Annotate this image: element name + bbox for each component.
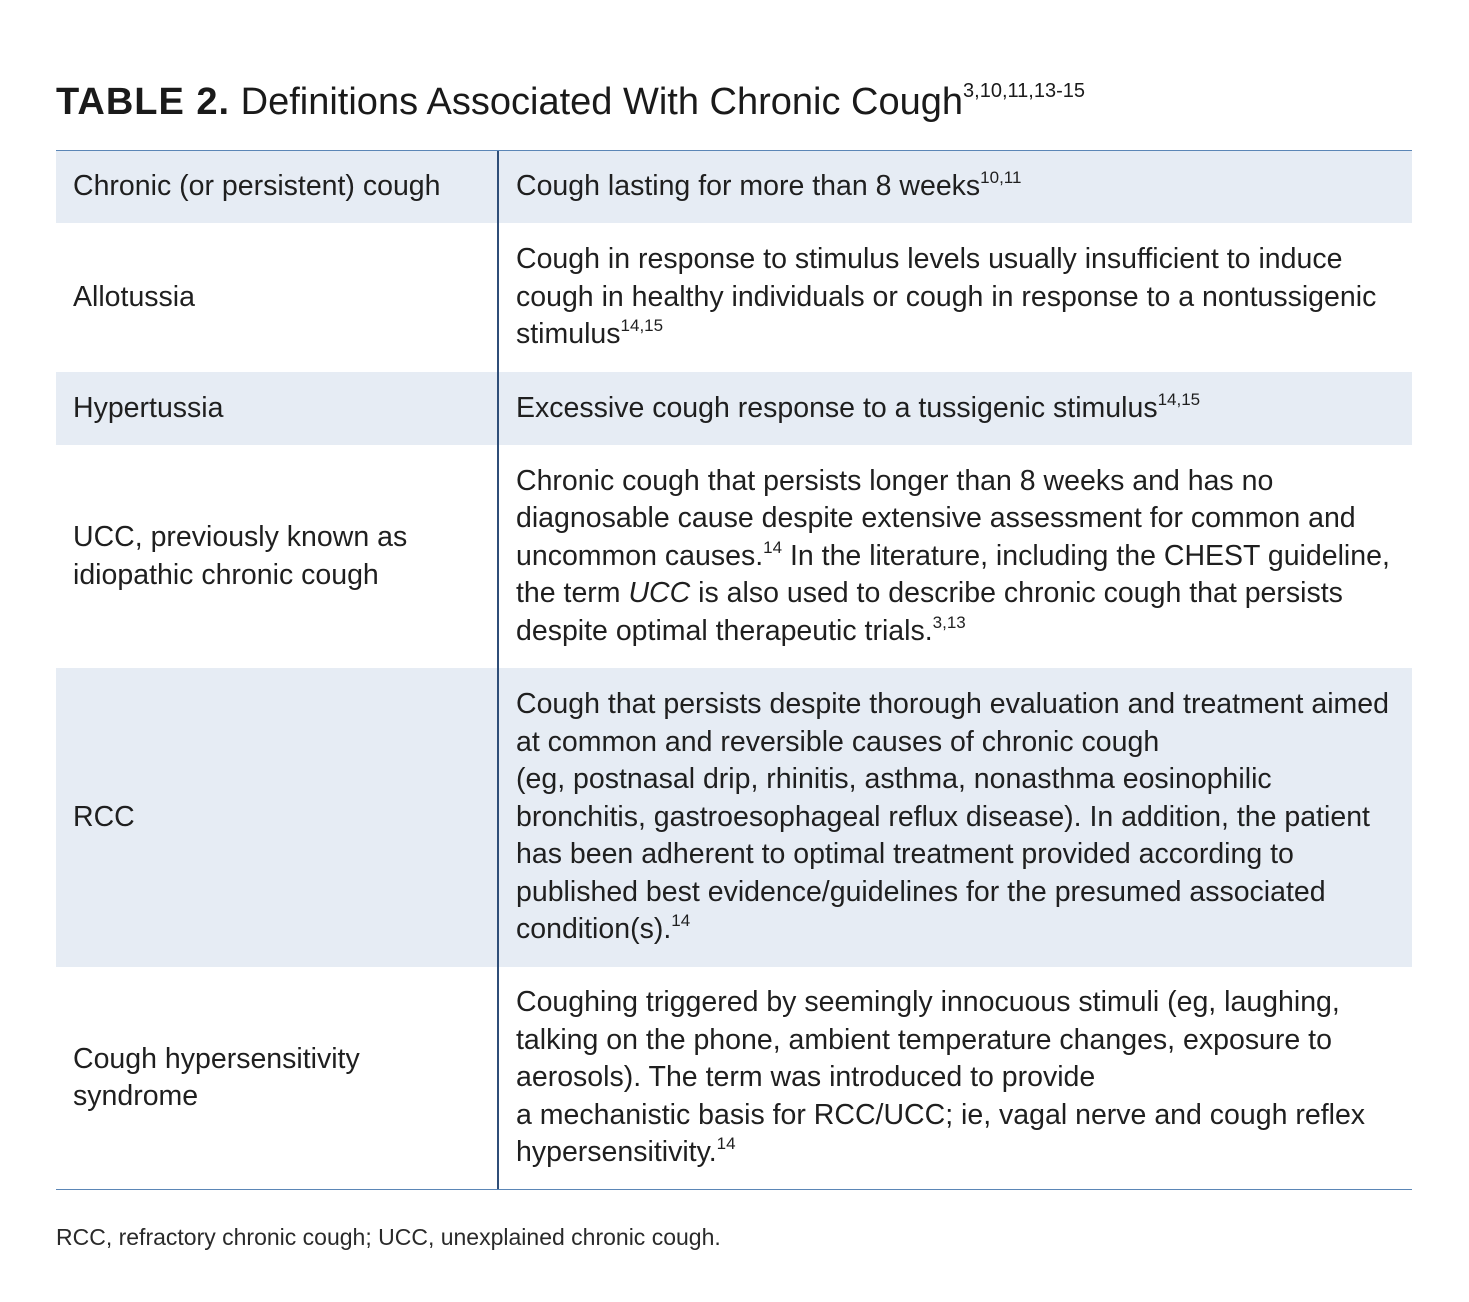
definition-text: Coughing triggered by seemingly innocuous stimuli (eg, laughing, talking on the phone, ambient temperature changes, exposure to aerosols). The term was introduced to provide	[516, 986, 1340, 1094]
definition-text: (eg, postnasal drip, rhinitis, asthma, nonasthma eosinophilic bronchitis, gastroesophageal reflux disease). In addition, the patient has been adherent to optimal treatment provided according to published best evidence/guidelines for the presumed associated condition(s).	[516, 763, 1370, 946]
definition-cell	[499, 372, 1412, 445]
definition-text: Excessive cough response to a tussigenic stimulus	[516, 391, 1158, 424]
term-text: Cough hypersensitivity syndrome	[73, 1042, 360, 1112]
definition-cell	[499, 223, 1412, 372]
table-row	[56, 967, 1412, 1189]
definition-cell	[499, 668, 1412, 967]
term-text: Hypertussia	[73, 391, 224, 424]
definition-references: 14,15	[1157, 389, 1201, 409]
definition-references: 14	[763, 537, 783, 557]
term-text: Allotussia	[73, 280, 195, 313]
definition-text: Chronic cough that persists longer than 8 weeks and has no diagnosable cause despite extensive assessment for common and uncommon causes.	[516, 464, 1356, 572]
term-cell	[56, 445, 499, 668]
definition-text: Cough lasting for more than 8 weeks	[516, 170, 981, 203]
table-title	[56, 78, 1085, 126]
title-references: 3,10,11,13-15	[963, 80, 1085, 102]
definition-cell	[499, 151, 1412, 223]
definition-cell	[499, 967, 1412, 1189]
term-text: RCC	[73, 800, 135, 833]
definitions-table	[56, 150, 1412, 1190]
definition-references: 14	[716, 1134, 736, 1154]
table-row	[56, 445, 1412, 668]
term-cell	[56, 223, 499, 372]
table-row	[56, 223, 1412, 372]
table-row	[56, 151, 1412, 223]
table-title-text: Definitions Associated With Chronic Cough	[240, 81, 964, 123]
definition-references: 3,13	[932, 612, 966, 632]
table-footnote: RCC, refractory chronic cough; UCC, unexplained chronic cough.	[56, 1224, 721, 1250]
term-cell	[56, 668, 499, 967]
definition-text: is also used to describe chronic cough that persists despite optimal therapeutic trials.	[516, 577, 1343, 647]
term-cell	[56, 967, 499, 1189]
term-cell	[56, 372, 499, 445]
definition-text: Cough that persists despite thorough evaluation and treatment aimed at common and reversible causes of chronic cough	[516, 688, 1389, 758]
term-text: Chronic (or persistent) cough	[73, 170, 441, 203]
table-row	[56, 372, 1412, 445]
term-cell	[56, 151, 499, 223]
definition-text: Cough in response to stimulus levels usually insufficient to induce cough in healthy individuals or cough in response to a nontussigenic stimulus	[516, 243, 1377, 351]
definition-text: a mechanistic basis for RCC/UCC; ie, vagal nerve and cough reflex hypersensitivity.	[516, 1098, 1366, 1169]
definition-text: In the literature, including the CHEST guideline, the term	[516, 539, 1390, 610]
definition-references: 14	[671, 911, 691, 931]
definition-cell	[499, 445, 1412, 668]
table-label: TABLE 2.	[56, 81, 231, 123]
term-text: UCC, previously known as idiopathic chronic cough	[73, 521, 408, 591]
definition-references: 14,15	[620, 316, 664, 336]
definition-references: 10,11	[980, 168, 1022, 188]
definition-italic-term: UCC	[628, 577, 691, 610]
table-row	[56, 668, 1412, 967]
